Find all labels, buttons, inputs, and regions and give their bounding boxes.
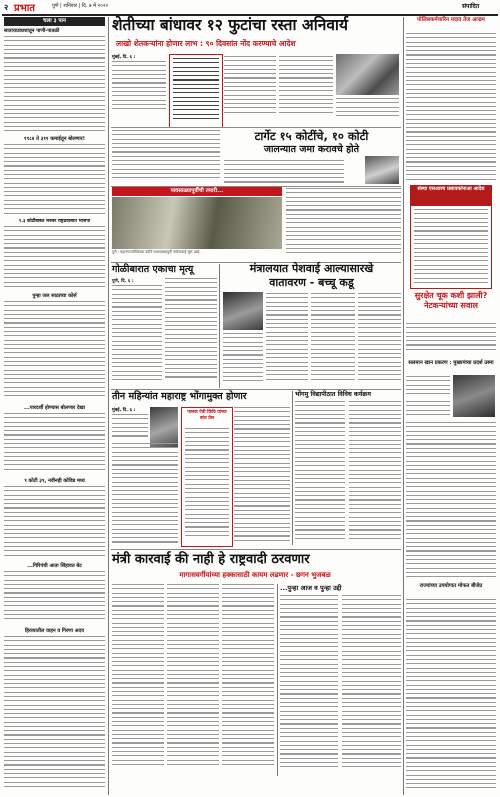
left-story-body xyxy=(4,486,105,560)
vidyapeeth-body xyxy=(295,401,345,545)
left-story-body xyxy=(4,226,105,290)
bhongamukt-dateline: मुंबई, दि. ६ : xyxy=(112,408,136,413)
right-story-body xyxy=(406,33,496,183)
vidyapeeth-body xyxy=(349,401,401,545)
column-divider xyxy=(292,391,293,545)
mantralay-body xyxy=(266,293,308,385)
monsoon-photo xyxy=(112,197,282,249)
left-story-title: ...पारदर्शी होण्यास बोलणार देखा xyxy=(24,405,85,411)
left-story-body xyxy=(4,36,105,134)
column-divider xyxy=(277,584,278,776)
lead-subhead: लाखो शेतकऱ्यांना होणार लाभ : ९० दिवसांत नोंद करण्याचे आदेश xyxy=(116,39,296,48)
masthead xyxy=(0,0,500,14)
page-number: २ xyxy=(4,3,9,12)
right-box xyxy=(410,205,492,289)
story-body xyxy=(286,188,401,256)
left-story-body xyxy=(4,144,105,216)
right-story-title: सलमान खान प्रकरण : मुख्यमंत्र्या प्रदर्श उस्मा xyxy=(408,360,494,366)
right-story-body xyxy=(406,376,450,398)
bottom-body xyxy=(112,584,164,774)
left-story-title: ...गिरिपंथी आता सिंहावत बेट xyxy=(27,563,82,569)
section-rule xyxy=(111,389,401,390)
right-column xyxy=(406,17,496,795)
vidyapeeth-headline: भोंगमु विद्यापीठात विविध कर्यक्रम xyxy=(295,391,371,398)
left-story-body xyxy=(4,636,105,792)
mantralay-headline-2: वातावरण - बच्चू कडू xyxy=(269,276,354,289)
left-heading-box: चला ३ पान xyxy=(4,17,105,26)
bottom-body xyxy=(167,584,219,774)
section-label: संपादित xyxy=(462,3,480,10)
section-rule xyxy=(111,549,401,550)
target-photo xyxy=(365,156,399,184)
photo-band-title: पावसाळ्यापूर्वीची तयारी... xyxy=(112,187,282,196)
bottom-subhead: मागासवर्गीयांच्या हक्कासाठी कायम लढणार - छगन भुजबळ xyxy=(179,571,331,579)
left-story-title: साताराप्रकाशातून पाणी-पातळी xyxy=(4,28,60,34)
lead-body xyxy=(112,61,166,114)
right-story-body xyxy=(406,599,496,793)
left-story-title: ९.३ कोटींबाबत भरुवर राष्ट्रप्रवासात भाजपा xyxy=(18,219,91,224)
bottom-side-title: ...पुन्हा आज व पुन्हा उद्दी xyxy=(280,584,342,592)
lead-column-1 xyxy=(112,54,166,114)
bhongamukt-body xyxy=(234,407,290,545)
bottom-side-body xyxy=(280,595,338,775)
right-story-body xyxy=(406,323,496,355)
bhongamukt-photo xyxy=(150,407,178,447)
column-divider xyxy=(219,264,220,388)
bottom-body xyxy=(222,584,274,774)
lead-highlight-body xyxy=(173,58,219,124)
pe-box xyxy=(181,407,233,547)
lead-body xyxy=(279,56,333,120)
golibar-body xyxy=(112,285,162,385)
target-body xyxy=(224,160,344,184)
target-headline: टार्गेट १५ कोटींचे, १० कोटी xyxy=(254,129,369,143)
mantralay-headline: मंत्रालयात पेशवाई आल्यासारखे xyxy=(249,262,374,275)
left-story-title: पुन्हा जल साठाच्या कोर्स xyxy=(32,293,77,299)
right-story-body xyxy=(406,401,450,419)
golibar-dateline: पुणे, दि. ६ : xyxy=(112,279,134,284)
column-divider xyxy=(108,17,109,795)
lead-body xyxy=(224,56,276,120)
lead-headline: शेतीच्या बांधावर १२ फुटांचा रस्ता अनिवार्य xyxy=(112,16,348,34)
target-subhead: जालन्यात जमा करावचे होते xyxy=(263,144,360,155)
left-story-title: १९८४ ते ३११ कमाईतून बोलणार! xyxy=(24,136,85,142)
left-column xyxy=(4,17,105,795)
column-divider xyxy=(403,17,404,795)
right-box-body xyxy=(414,209,488,285)
bhongamukt-body xyxy=(112,414,148,440)
right-story-title: सुरक्षेत चूक कशी झाली? नेटकऱ्यांच्या सवाल xyxy=(414,291,488,310)
lead-photo xyxy=(336,54,399,95)
golibar-body xyxy=(165,278,217,385)
lead-dateline: मुंबई, दि. ६ : xyxy=(112,55,136,60)
bottom-side-body xyxy=(342,595,401,775)
golibar-headline: गोळीबारात एकाचा मृत्यू xyxy=(112,264,194,275)
photo-caption: पुणे : महानगरपालिकेच्या वतीने पावसाळ्यापूर्वी नालेसफाई सुरू आहे. xyxy=(112,250,201,254)
right-story-title: पोलिसकर्मचारिन यदाव तेज आज्रम xyxy=(417,17,485,23)
right-story-body xyxy=(406,422,496,580)
mantralay-body xyxy=(311,293,355,385)
story-body xyxy=(112,130,220,182)
left-story-body xyxy=(4,413,105,475)
left-story-title: ९ कोटी ३९, नवीनही कोविड मध्य xyxy=(24,478,85,484)
right-photo xyxy=(453,375,495,417)
left-story-body xyxy=(4,571,105,625)
target-box xyxy=(222,128,401,185)
right-box-title: संस्था एसआरच प्रसावकांनाआ आदेश xyxy=(410,185,492,206)
lead-highlight-box xyxy=(169,54,223,128)
pe-box-body xyxy=(185,428,229,544)
mantralay-photo xyxy=(223,292,263,330)
left-story-body xyxy=(4,301,105,401)
mantralay-body xyxy=(358,293,401,385)
lead-body xyxy=(336,98,399,120)
bhongamukt-headline: तीन महिन्यांत महाराष्ट्र भोंगामुक्त होणार xyxy=(112,391,247,402)
masthead-date: पुणे | शनिवार | दि. ७ मे २०२२ xyxy=(52,3,109,9)
right-story-title: राज्यांच्या उपयोगात मोफत बीजेप्र xyxy=(419,583,483,589)
bottom-headline: मंत्री कारवाई की नाही हे राष्ट्रवादी ठरवणार xyxy=(112,552,310,567)
left-story-title: हिरव्यातील वाहन व गिरणा अदय xyxy=(24,628,85,634)
pe-box-title: पालक ऐवी किंवि यांच्या बांध प्रेस xyxy=(187,410,227,421)
paper-logo: प्रभात xyxy=(14,3,36,14)
mantralay-body xyxy=(223,333,263,385)
bhongamukt-body xyxy=(112,443,178,545)
